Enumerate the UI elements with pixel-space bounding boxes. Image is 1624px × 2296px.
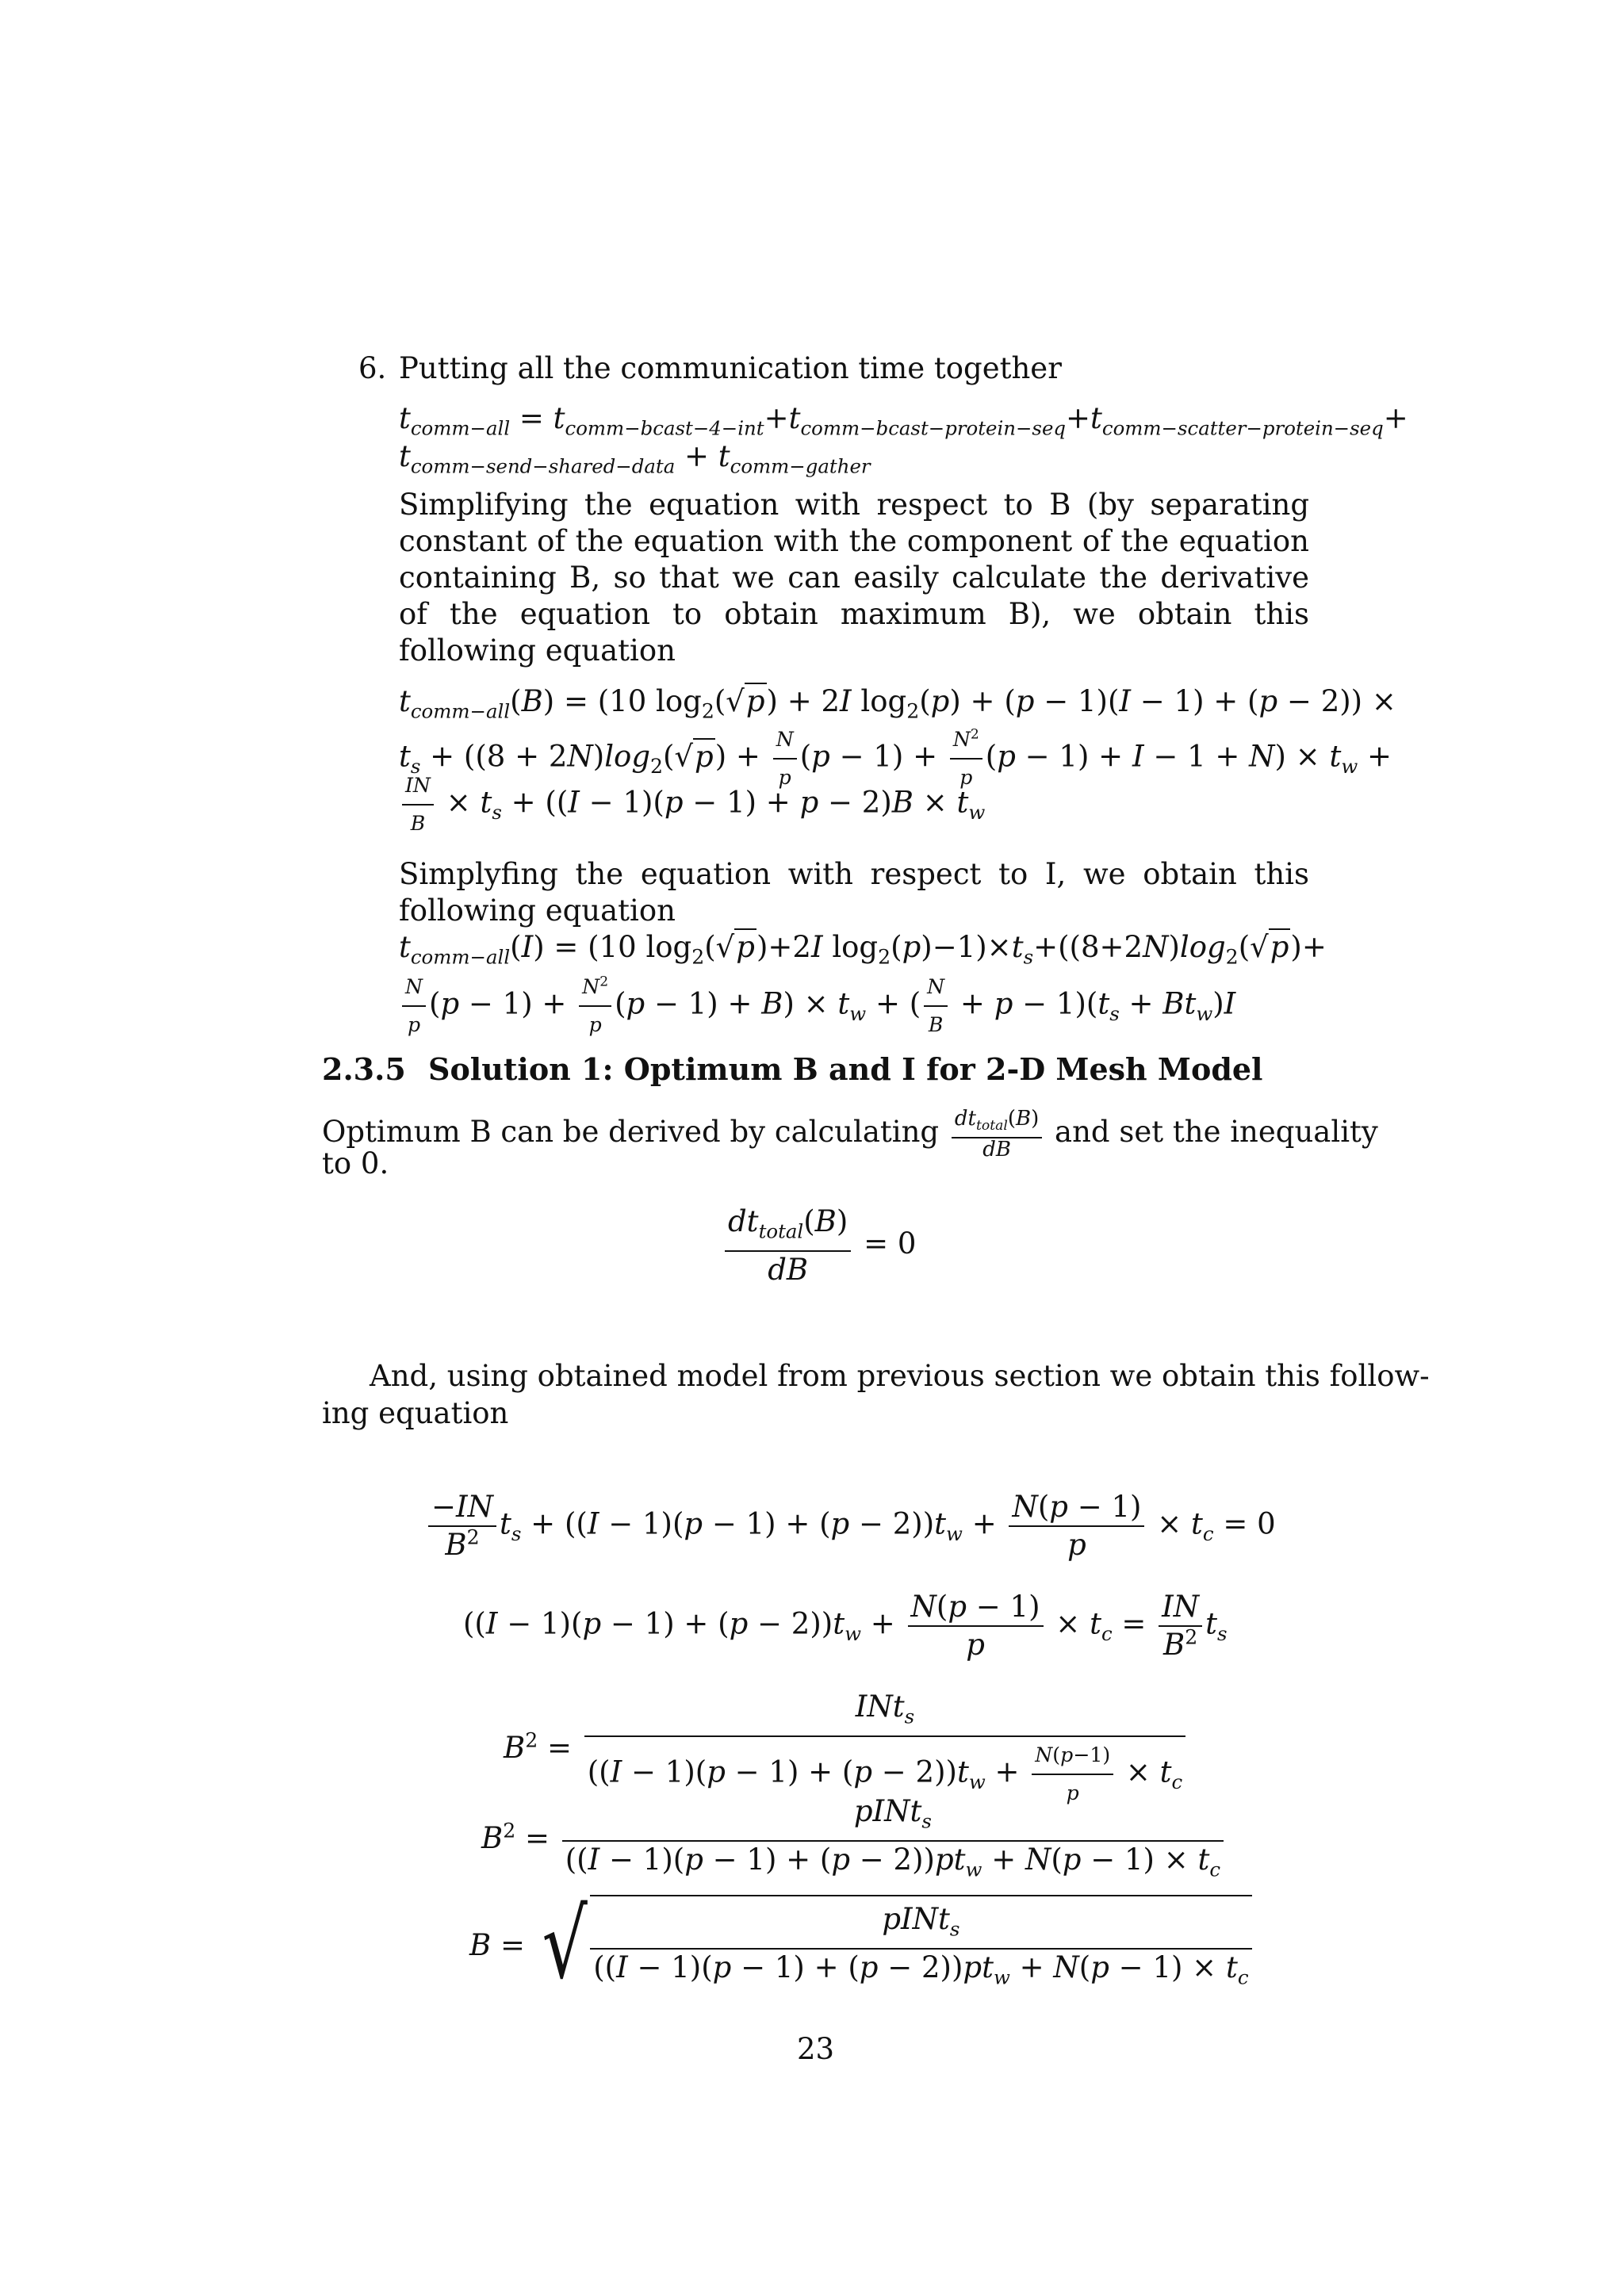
equation-comm-all-i-line2: $\frac{N}{p}$ (p − 1) + $\frac{N^2}{p}$ $(p - 1) + B) \times t_w$ + ( $\frac{N}{B}$ + $p - 1)(t_s + Bt_w)I$	[399, 969, 1235, 1043]
page-number: 23	[797, 2032, 835, 2066]
equation-derivation-4: $B^2$ = $\frac{pINt_s}{((I - 1)(p - 1) + (p - 2))pt_w + N(p - 1) \times t_c}$	[481, 1793, 1227, 1888]
paragraph-optimum-b	[322, 1107, 1378, 1161]
equation-comm-all-sum-cont: $t_{comm-send-shared-data} + t_{comm-gather}$	[399, 439, 871, 478]
section-title: Solution 1: Optimum B and I for 2-D Mesh Model	[428, 1051, 1263, 1087]
radical-sign: √	[542, 1889, 588, 2000]
equation-derivation-2: $((I - 1)(p - 1) + (p - 2))t_w$ + $\frac{N(p - 1)}{p}$ × $t_c$ = $\frac{IN}{B^2}$ $t_s$	[463, 1590, 1228, 1662]
paragraph-simplify-i: Simplyfing the equation with respect to I, we obtain this following equation	[399, 857, 1309, 928]
equation-derivation-5: B = √ $\frac{pINt_s}{((I - 1)(p - 1) + (p - 2))pt_w + N(p - 1) \times t_c}$	[469, 1895, 1255, 1996]
list-item-number: 6.	[358, 351, 387, 385]
equation-derivation-1: $\frac{-IN}{B^2}$ $t_s + ((I - 1)(p - 1) + (p - 2))t_w$ + $\frac{N(p - 1)}{p}$ × $t_c = 0$	[425, 1489, 1276, 1563]
list-item-title: Putting all the communication time together	[399, 351, 1062, 385]
equation-derivative-zero: $\frac{dt_{total}(B)}{dB}$ = 0	[722, 1203, 916, 1288]
section-number: 2.3.5	[322, 1051, 406, 1087]
inline-derivative: $\frac{dt_{total}(B)}{dB}$	[952, 1108, 1042, 1161]
paragraph-obtained-model-line1: And, using obtained model from previous section we obtain this follow-	[370, 1359, 1430, 1393]
equation-comm-all-b-line1: $t_{comm-all}(B) = (10$ $\log_2(√p) + 2I$ $\log_2(p) + (p - 1)(I - 1) + (p - 2)$) ×	[399, 684, 1396, 723]
paragraph-obtained-model-line2: ing equation	[322, 1396, 509, 1430]
paragraph-simplify-b: Simplifying the equation with respect to B (by separating constant of the equation with the component of the equation containing B, so that we can easily calculate the derivative of the equation to obtain maximum B), we obtain this following equation	[399, 488, 1309, 668]
equation-comm-all-sum: $t_{comm-all} = t_{comm-bcast-4-int}+t_{comm-bcast-protein-seq}+t_{comm-scatter-protein-seq}+$	[399, 401, 1408, 440]
equation-comm-all-i-line1: $t_{comm-all}(I) = (10$ $\log_2(√p)+2I$ $\log_2(p)-1)\times t_s+((8+2N)\log_2(√p)+$	[399, 930, 1327, 969]
equation-comm-all-b-line2: $t_s + ((8 + 2N)\log_2(√p)$ + $\frac{N}{p}$ (p − 1) + $\frac{N^2}{p}$ $(p - 1) + I - 1 + N) \times t_w$ +	[399, 721, 1392, 796]
equation-derivation-3: $B^2$ = INt$_s$ $((I - 1)(p - 1) + (p - 2))t_w$ + $\frac{N(p-1)}{p}$ × $t_c$	[504, 1689, 1189, 1812]
optimum-text-pre: Optimum B can be derived by calculating	[322, 1115, 940, 1149]
paragraph-optimum-b-cont: to 0.	[322, 1146, 389, 1181]
optimum-text-post: and set the inequality	[1055, 1115, 1378, 1149]
equation-comm-all-b-line3: $\frac{IN}{B}$ × $t_s + ((I - 1)(p - 1) + p - 2)B \times t_w$	[399, 767, 985, 842]
